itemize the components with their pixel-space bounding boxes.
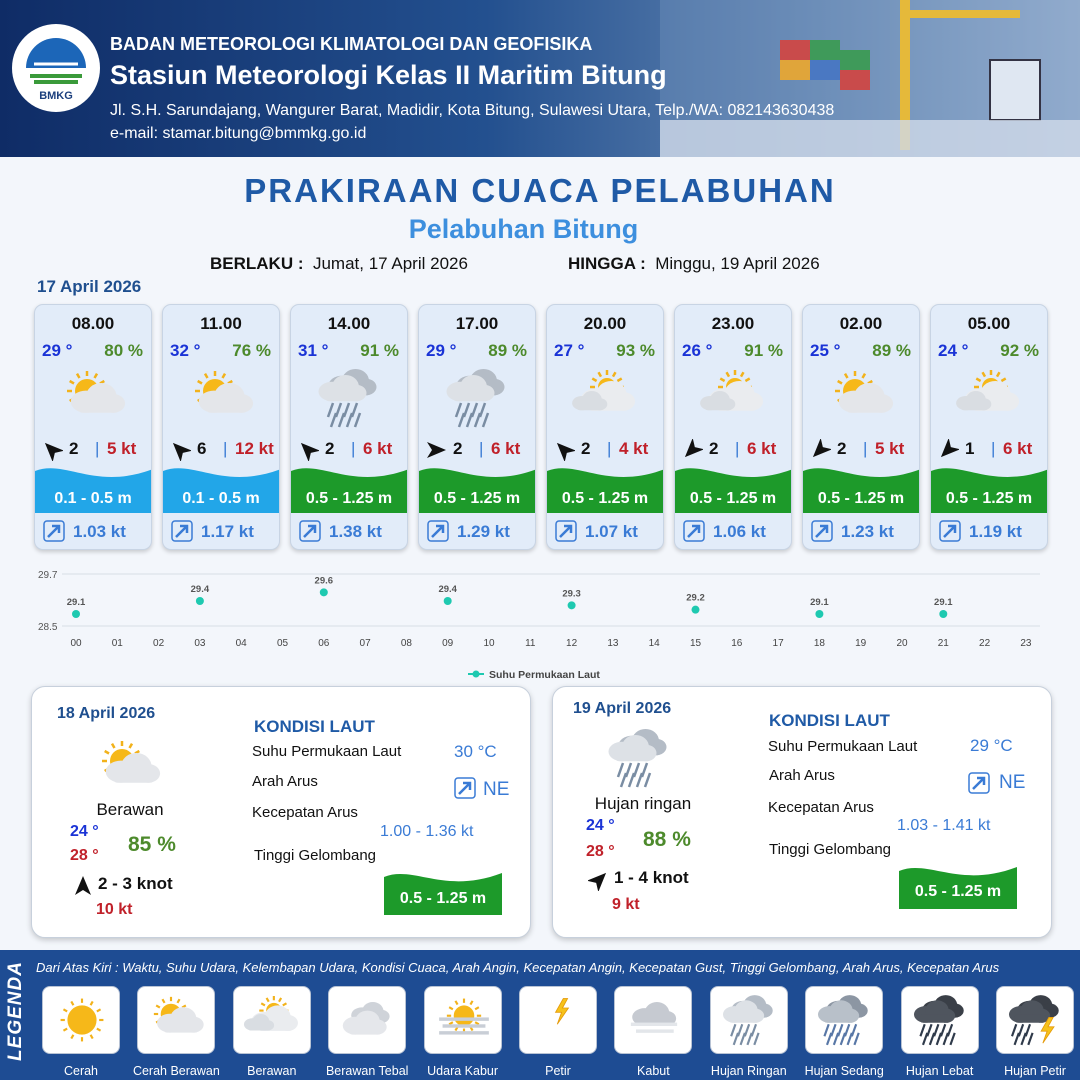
agency-name: BADAN METEOROLOGI KLIMATOLOGI DAN GEOFISIKA bbox=[110, 34, 593, 54]
day-panel-19-april bbox=[552, 686, 1052, 938]
forecast-card-1400 bbox=[290, 304, 408, 550]
berawan-icon bbox=[699, 367, 769, 429]
current-arrow-icon bbox=[171, 520, 193, 542]
card-humidity: 93 % bbox=[616, 341, 655, 360]
card-gust: 12 kt bbox=[235, 439, 274, 458]
day-gust: 9 kt bbox=[612, 896, 640, 913]
card-gust: 6 kt bbox=[363, 439, 393, 458]
x-tick-label: 13 bbox=[607, 638, 619, 649]
current-arrow-icon bbox=[427, 520, 449, 542]
x-tick-label: 23 bbox=[1020, 638, 1032, 649]
card-gust: 6 kt bbox=[491, 439, 521, 458]
page-title: PRAKIRAAN CUACA PELABUHAN bbox=[244, 172, 836, 209]
x-tick-label: 16 bbox=[731, 638, 743, 649]
legend-icon-box bbox=[614, 986, 692, 1054]
valid-to: HINGGA : Minggu, 19 April 2026 bbox=[568, 254, 820, 273]
forecast-card-2000 bbox=[546, 304, 664, 550]
card-current-speed: 1.06 kt bbox=[713, 522, 766, 541]
legend-item-udara-kabur bbox=[420, 986, 506, 1078]
card-current-speed: 1.29 kt bbox=[457, 522, 510, 541]
legend-item-kabut bbox=[610, 986, 696, 1078]
sst-point bbox=[815, 610, 823, 618]
card-temperature: 29 ° bbox=[42, 341, 73, 360]
sst-data-label: 29.6 bbox=[314, 575, 334, 587]
current-direction-label: Arah Arus bbox=[252, 773, 318, 790]
sea-condition-heading: KONDISI LAUT bbox=[254, 717, 375, 736]
cerah-berawan-icon bbox=[94, 737, 164, 799]
card-separator: | bbox=[479, 439, 484, 458]
day-wind-speed: 2 - 3 knot bbox=[98, 874, 173, 893]
current-speed-value: 1.03 - 1.41 kt bbox=[897, 817, 991, 834]
card-time: 14.00 bbox=[327, 314, 371, 333]
forecast-card-1100 bbox=[162, 304, 280, 550]
card-current-speed: 1.17 kt bbox=[201, 522, 254, 541]
card-wave-height: 0.1 - 0.5 m bbox=[54, 490, 132, 507]
legend-item-hujan-lebat bbox=[897, 986, 983, 1078]
legend-icon-box bbox=[424, 986, 502, 1054]
current-arrow-icon bbox=[968, 772, 990, 794]
card-separator: | bbox=[735, 439, 740, 458]
y-tick-label: 28.5 bbox=[38, 622, 58, 633]
x-tick-label: 19 bbox=[855, 638, 867, 649]
current-direction-label: Arah Arus bbox=[769, 767, 835, 784]
sst-point bbox=[444, 597, 452, 605]
legend-item-label: Udara Kabur bbox=[427, 1064, 499, 1078]
cerah-icon bbox=[52, 992, 112, 1048]
berawan-tebal-icon bbox=[338, 992, 398, 1048]
current-arrow-icon bbox=[43, 520, 65, 542]
hujan-ringan-icon bbox=[720, 992, 780, 1048]
card-separator: | bbox=[607, 439, 612, 458]
station-email: e-mail: stamar.bitung@bmmkg.go.id bbox=[110, 125, 367, 142]
legend-item-label: Cerah bbox=[63, 1064, 99, 1078]
x-tick-label: 07 bbox=[359, 638, 371, 649]
cerah-berawan-icon bbox=[187, 367, 257, 429]
day-wave-height: 0.5 - 1.25 m bbox=[914, 883, 1002, 900]
forecast-card-2300 bbox=[674, 304, 792, 550]
day-temp-max: 28 ° bbox=[586, 843, 615, 860]
wind-arrow-icon bbox=[937, 439, 959, 461]
legend-item-petir bbox=[515, 986, 601, 1078]
legend-item-berawan-tebal bbox=[324, 986, 410, 1078]
x-tick-label: 12 bbox=[566, 638, 578, 649]
legend-item-label: Hujan Petir bbox=[1004, 1064, 1066, 1078]
card-wind-speed: 1 bbox=[965, 439, 975, 458]
card-humidity: 89 % bbox=[872, 341, 911, 360]
x-tick-label: 08 bbox=[400, 638, 412, 649]
day1-date: 17 April 2026 bbox=[37, 277, 142, 296]
sst-label: Suhu Permukaan Laut bbox=[252, 743, 402, 760]
day-condition: Berawan bbox=[96, 800, 164, 819]
wind-arrow-icon bbox=[425, 439, 447, 461]
sst-point bbox=[692, 606, 700, 614]
card-wind-speed: 2 bbox=[709, 439, 719, 458]
x-tick-label: 11 bbox=[525, 638, 536, 649]
current-arrow-icon bbox=[555, 520, 577, 542]
legend-icon-box bbox=[519, 986, 597, 1054]
sst-data-label: 29.4 bbox=[438, 584, 457, 595]
card-temperature: 25 ° bbox=[810, 341, 841, 360]
sst-point bbox=[320, 588, 328, 596]
x-tick-label: 06 bbox=[318, 638, 330, 649]
x-tick-label: 21 bbox=[937, 638, 949, 649]
day-date: 19 April 2026 bbox=[573, 700, 672, 717]
card-current-speed: 1.38 kt bbox=[329, 522, 382, 541]
legend-item-label: Kabut bbox=[637, 1064, 670, 1078]
card-separator: | bbox=[351, 439, 356, 458]
legend-item-label: Hujan Ringan bbox=[710, 1064, 787, 1078]
x-tick-label: 20 bbox=[896, 638, 908, 649]
station-name: Stasiun Meteorologi Kelas II Maritim Bitung bbox=[110, 60, 667, 90]
wind-arrow-icon bbox=[588, 869, 610, 891]
valid-from: BERLAKU : Jumat, 17 April 2026 bbox=[210, 254, 468, 273]
cerah-berawan-icon bbox=[147, 992, 207, 1048]
petir-icon bbox=[529, 992, 589, 1048]
card-humidity: 92 % bbox=[1000, 341, 1039, 360]
sst-point bbox=[568, 601, 576, 609]
hujan-lebat-icon bbox=[911, 992, 971, 1048]
card-wave-height: 0.5 - 1.25 m bbox=[817, 490, 905, 507]
legend-icon-box bbox=[710, 986, 788, 1054]
day-humidity: 85 % bbox=[128, 833, 176, 856]
x-tick-label: 14 bbox=[648, 638, 660, 649]
page-subtitle: Pelabuhan Bitung bbox=[408, 214, 639, 244]
legend-icon-box bbox=[996, 986, 1074, 1054]
hujan-ringan-icon bbox=[605, 727, 675, 789]
legend-icon-box bbox=[137, 986, 215, 1054]
x-tick-label: 18 bbox=[813, 638, 825, 649]
legend-item-label: Petir bbox=[545, 1064, 571, 1078]
current-arrow-icon bbox=[683, 520, 705, 542]
legend-item-cerah bbox=[38, 986, 124, 1078]
legend-item-label: Hujan Lebat bbox=[905, 1064, 974, 1078]
day-panel-18-april bbox=[31, 686, 531, 938]
legend-icon-box bbox=[233, 986, 311, 1054]
forecast-card-0800 bbox=[34, 304, 152, 550]
card-separator: | bbox=[863, 439, 868, 458]
legend-icon-box bbox=[328, 986, 406, 1054]
wind-arrow-icon bbox=[297, 439, 319, 461]
x-tick-label: 09 bbox=[442, 638, 454, 649]
x-tick-label: 03 bbox=[194, 638, 206, 649]
kabut-icon bbox=[624, 992, 684, 1048]
wind-arrow-icon bbox=[41, 439, 63, 461]
card-humidity: 91 % bbox=[744, 341, 783, 360]
wave-height-label: Tinggi Gelombang bbox=[769, 841, 892, 858]
card-separator: | bbox=[991, 439, 996, 458]
wave-height-label: Tinggi Gelombang bbox=[254, 847, 377, 864]
sea-condition-heading: KONDISI LAUT bbox=[769, 711, 890, 730]
sst-point bbox=[196, 597, 204, 605]
card-wind-speed: 6 bbox=[197, 439, 207, 458]
udara-kabur-icon bbox=[434, 992, 494, 1048]
y-tick-label: 29.7 bbox=[38, 570, 58, 581]
card-gust: 6 kt bbox=[747, 439, 777, 458]
hujan-ringan-icon bbox=[443, 367, 513, 429]
card-humidity: 76 % bbox=[232, 341, 271, 360]
card-time: 11.00 bbox=[200, 314, 242, 333]
legend-item-hujan-sedang bbox=[801, 986, 887, 1078]
legend-item-label: Berawan bbox=[247, 1064, 297, 1078]
day-date: 18 April 2026 bbox=[57, 705, 156, 722]
day-wind-speed: 1 - 4 knot bbox=[614, 868, 689, 887]
legend-item-label: Hujan Sedang bbox=[804, 1064, 884, 1078]
day-temp-min: 24 ° bbox=[586, 817, 615, 834]
sst-chart bbox=[30, 560, 1050, 685]
card-wave-height: 0.1 - 0.5 m bbox=[182, 490, 260, 507]
current-direction-value: NE bbox=[999, 772, 1026, 793]
header-banner bbox=[0, 0, 1080, 157]
sst-data-label: 29.4 bbox=[190, 584, 210, 595]
card-wave-height: 0.5 - 1.25 m bbox=[945, 490, 1033, 507]
card-humidity: 89 % bbox=[488, 341, 527, 360]
card-wave-height: 0.5 - 1.25 m bbox=[305, 490, 393, 507]
card-wind-speed: 2 bbox=[581, 439, 591, 458]
current-speed-label: Kecepatan Arus bbox=[768, 799, 874, 816]
x-tick-label: 10 bbox=[483, 638, 495, 649]
card-wave-height: 0.5 - 1.25 m bbox=[433, 490, 521, 507]
legend-item-label: Berawan Tebal bbox=[325, 1064, 409, 1078]
berawan-icon bbox=[571, 367, 641, 429]
wind-arrow-icon bbox=[681, 439, 703, 461]
berawan-icon bbox=[955, 367, 1025, 429]
day-condition: Hujan ringan bbox=[594, 794, 692, 813]
current-arrow-icon bbox=[939, 520, 961, 542]
wind-arrow-icon bbox=[169, 439, 191, 461]
harbor-illustration bbox=[660, 0, 1080, 157]
card-time: 23.00 bbox=[711, 314, 755, 333]
current-direction-value: NE bbox=[483, 779, 510, 800]
forecast-card-1700 bbox=[418, 304, 536, 550]
legend-marker bbox=[473, 671, 480, 678]
card-temperature: 27 ° bbox=[554, 341, 585, 360]
card-current-speed: 1.07 kt bbox=[585, 522, 638, 541]
x-tick-label: 05 bbox=[276, 638, 289, 649]
x-tick-label: 04 bbox=[235, 638, 247, 649]
bmkg-logo: BMKG bbox=[12, 24, 100, 112]
wind-arrow-icon bbox=[72, 875, 94, 897]
sst-point bbox=[939, 610, 947, 618]
card-gust: 6 kt bbox=[1003, 439, 1033, 458]
wind-arrow-icon bbox=[553, 439, 575, 461]
card-time: 02.00 bbox=[839, 314, 883, 333]
card-time: 05.00 bbox=[967, 314, 1011, 333]
card-temperature: 29 ° bbox=[426, 341, 457, 360]
legend-item-label: Cerah Berawan bbox=[132, 1064, 220, 1078]
hujan-sedang-icon bbox=[815, 992, 875, 1048]
legend-side-label: LEGENDA bbox=[5, 961, 26, 1061]
card-current-speed: 1.23 kt bbox=[841, 522, 894, 541]
card-time: 08.00 bbox=[71, 314, 115, 333]
legend-label: Suhu Permukaan Laut bbox=[489, 669, 600, 681]
sst-data-label: 29.1 bbox=[934, 597, 953, 608]
wind-arrow-icon bbox=[809, 439, 831, 461]
sst-point bbox=[72, 610, 80, 618]
x-tick-label: 01 bbox=[111, 638, 123, 649]
legend-item-hujan-petir bbox=[992, 986, 1078, 1078]
sst-label: Suhu Permukaan Laut bbox=[768, 738, 918, 755]
card-gust: 5 kt bbox=[875, 439, 905, 458]
cerah-berawan-icon bbox=[59, 367, 129, 429]
card-separator: | bbox=[223, 439, 228, 458]
current-arrow-icon bbox=[299, 520, 321, 542]
card-humidity: 80 % bbox=[104, 341, 143, 360]
current-arrow-icon bbox=[811, 520, 833, 542]
legend-icon-box bbox=[42, 986, 120, 1054]
legend-item-hujan-ringan bbox=[706, 986, 792, 1078]
legend-description: Dari Atas Kiri : Waktu, Suhu Udara, Kelembapan Udara, Kondisi Cuaca, Arah Angin, Kecepatan Angin, Kecepatan Gust, Tinggi Gelombang, Arah Arus, Kecepatan Arus bbox=[36, 960, 1000, 975]
card-wind-speed: 2 bbox=[453, 439, 463, 458]
x-tick-label: 22 bbox=[979, 638, 991, 649]
card-temperature: 31 ° bbox=[298, 341, 329, 360]
sst-data-label: 29.3 bbox=[562, 588, 581, 600]
card-temperature: 32 ° bbox=[170, 341, 201, 360]
card-temperature: 26 ° bbox=[682, 341, 713, 360]
card-wind-speed: 2 bbox=[837, 439, 847, 458]
forecast-card-0200 bbox=[802, 304, 920, 550]
current-arrow-icon bbox=[454, 777, 476, 799]
sst-data-label: 29.2 bbox=[686, 592, 705, 604]
current-speed-value: 1.00 - 1.36 kt bbox=[380, 823, 474, 840]
card-wave-height: 0.5 - 1.25 m bbox=[689, 490, 777, 507]
card-wave-height: 0.5 - 1.25 m bbox=[561, 490, 649, 507]
legend-item-cerah-berawan bbox=[133, 986, 219, 1078]
forecast-card-0500 bbox=[930, 304, 1048, 550]
sst-data-label: 29.1 bbox=[810, 597, 829, 608]
card-humidity: 91 % bbox=[360, 341, 399, 360]
cerah-berawan-icon bbox=[827, 367, 897, 429]
station-address: Jl. S.H. Sarundajang, Wangurer Barat, Madidir, Kota Bitung, Sulawesi Utara, Telp./WA: 082143630438 bbox=[110, 102, 835, 119]
legend bbox=[0, 950, 1080, 1080]
card-separator: | bbox=[95, 439, 100, 458]
hujan-ringan-icon bbox=[315, 367, 385, 429]
x-tick-label: 15 bbox=[689, 638, 702, 649]
x-tick-label: 00 bbox=[70, 638, 82, 649]
hujan-petir-icon bbox=[1006, 992, 1066, 1048]
day-temp-min: 24 ° bbox=[70, 823, 99, 840]
x-tick-label: 02 bbox=[153, 638, 165, 649]
card-wind-speed: 2 bbox=[325, 439, 335, 458]
legend-icon-box bbox=[901, 986, 979, 1054]
day-temp-max: 28 ° bbox=[70, 847, 99, 864]
card-current-speed: 1.03 kt bbox=[73, 522, 126, 541]
card-wind-speed: 2 bbox=[69, 439, 79, 458]
card-current-speed: 1.19 kt bbox=[969, 522, 1022, 541]
legend-icon-box bbox=[805, 986, 883, 1054]
card-time: 17.00 bbox=[455, 314, 499, 333]
day-humidity: 88 % bbox=[643, 828, 691, 851]
card-temperature: 24 ° bbox=[938, 341, 969, 360]
card-time: 20.00 bbox=[583, 314, 627, 333]
day-gust: 10 kt bbox=[96, 901, 133, 918]
day-wave-height: 0.5 - 1.25 m bbox=[399, 890, 487, 907]
sst-data-label: 29.1 bbox=[66, 597, 86, 608]
card-gust: 5 kt bbox=[107, 439, 137, 458]
sst-value: 30 °C bbox=[454, 742, 497, 761]
legend-item-berawan bbox=[229, 986, 315, 1078]
card-gust: 4 kt bbox=[619, 439, 649, 458]
berawan-icon bbox=[243, 992, 303, 1048]
current-speed-label: Kecepatan Arus bbox=[252, 804, 358, 821]
sst-value: 29 °C bbox=[970, 736, 1013, 755]
x-tick-label: 17 bbox=[772, 638, 784, 649]
